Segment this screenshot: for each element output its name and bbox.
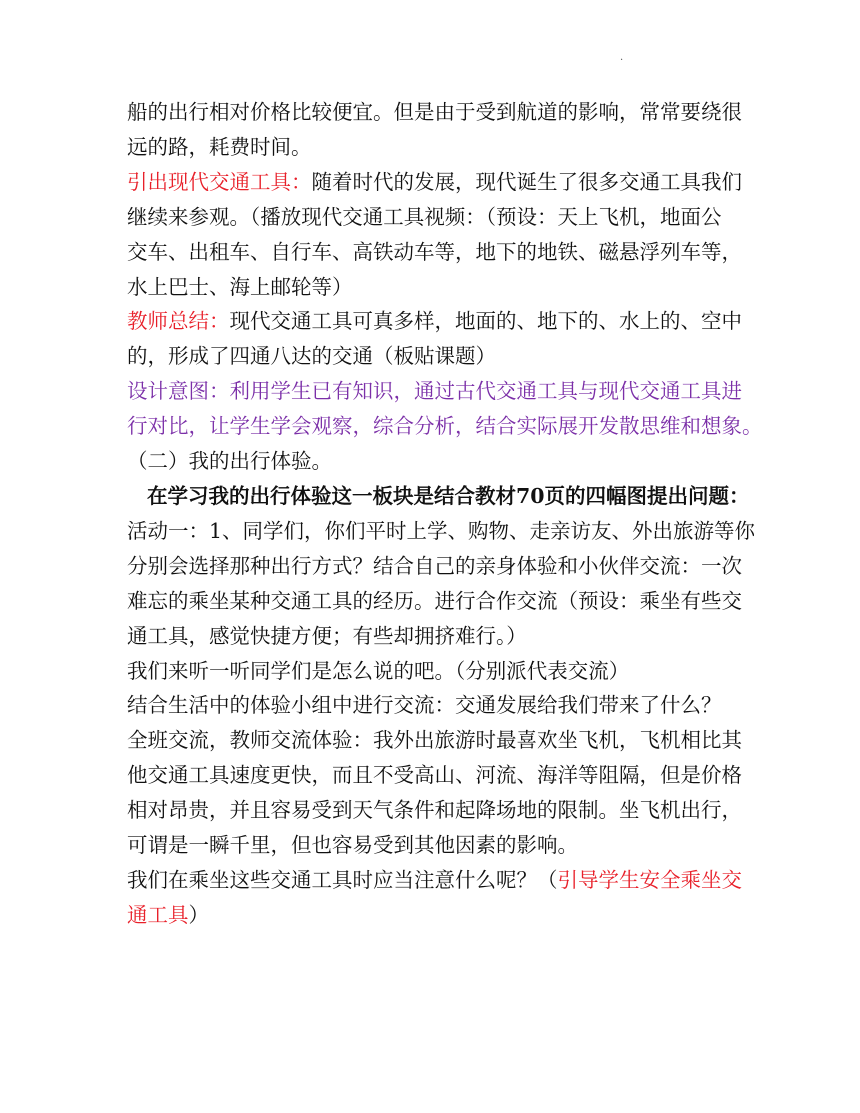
body-text: 船的出行相对价格比较便宜。但是由于受到航道的影响，常常要绕很 — [127, 100, 742, 124]
body-text: 我们在乘坐这些交通工具时应当注意什么呢？（ — [127, 867, 558, 892]
body-text: ） — [188, 902, 209, 927]
body-text: 水上巴士、海上邮轮等） — [127, 274, 353, 299]
body-text: 分别会选择那种出行方式？结合自己的亲身体验和小伙伴交流：一次 — [127, 553, 742, 578]
text-line — [127, 95, 742, 130]
highlight-text: 通工具 — [127, 902, 189, 927]
document-body — [127, 95, 763, 933]
text-line — [127, 479, 750, 514]
text-line — [127, 374, 742, 409]
body-text: 现代交通工具可真多样，地面的、地下的、水上的、空中 — [229, 309, 742, 334]
body-text: 可谓是一瞬千里，但也容易受到其他因素的影响。 — [127, 833, 578, 858]
text-line — [127, 514, 756, 549]
text-line — [127, 758, 742, 793]
design-intent-text: 设计意图：利用学生已有知识，通过古代交通工具与现代交通工具进 — [127, 379, 742, 404]
body-text: （二）我的出行体验。 — [127, 449, 332, 474]
text-line — [127, 654, 733, 689]
text-line — [127, 270, 733, 305]
body-text: 随着时代的发展，现代诞生了很多交通工具我们 — [311, 169, 742, 194]
text-line — [127, 130, 733, 165]
highlight-text: 教师总结： — [127, 309, 230, 334]
text-line — [127, 304, 742, 339]
body-text: 活动一：1、同学们，你们平时上学、购物、走亲访友、外出旅游等你 — [127, 518, 756, 543]
text-line — [127, 549, 742, 584]
body-text: 结合生活中的体验小组中进行交流：交通发展给我们带来了什么？ — [127, 693, 722, 718]
text-line — [127, 723, 742, 758]
text-line — [127, 409, 763, 444]
text-line — [127, 688, 733, 723]
body-text: 他交通工具速度更快，而且不受高山、河流、海洋等阻隔，但是价格 — [127, 763, 742, 788]
text-line — [127, 863, 742, 898]
text-line — [127, 584, 742, 619]
highlight-text: 引导学生安全乘坐交 — [557, 867, 742, 892]
highlight-text: 引出现代交通工具： — [127, 169, 312, 194]
body-text: 继续来参观。（播放现代交通工具视频：（预设：天上飞机，地面公 — [127, 204, 722, 229]
body-text: 通工具，感觉快捷方便；有些却拥挤难行。） — [127, 623, 527, 648]
body-text: 相对昂贵，并且容易受到天气条件和起降场地的限制。坐飞机出行， — [127, 798, 742, 823]
body-text: 的，形成了四通八达的交通（板贴课题） — [127, 344, 496, 369]
text-line — [127, 898, 733, 933]
body-text: 交车、出租车、自行车、高铁动车等，地下的地铁、磁悬浮列车等， — [127, 239, 742, 264]
body-text: 难忘的乘坐某种交通工具的经历。进行合作交流（预设：乘坐有些交 — [127, 588, 742, 613]
body-text: 在学习我的出行体验这一板块是结合教材70页的四幅图提出问题： — [147, 483, 750, 508]
text-line — [127, 200, 733, 235]
text-line — [127, 793, 742, 828]
text-line — [127, 339, 733, 374]
body-text: 全班交流，教师交流体验：我外出旅游时最喜欢坐飞机，飞机相比其 — [127, 728, 742, 753]
text-line — [127, 619, 733, 654]
body-text: 我们来听一听同学们是怎么说的吧。（分别派代表交流） — [127, 658, 630, 683]
text-line — [127, 165, 742, 200]
design-intent-text: 行对比，让学生学会观察，综合分析，结合实际展开发散思维和想象。 — [127, 414, 763, 439]
text-line — [127, 235, 742, 270]
header-dot: . — [620, 52, 624, 63]
body-text: 远的路，耗费时间。 — [127, 134, 312, 159]
text-line — [127, 444, 733, 479]
text-line — [127, 828, 733, 863]
